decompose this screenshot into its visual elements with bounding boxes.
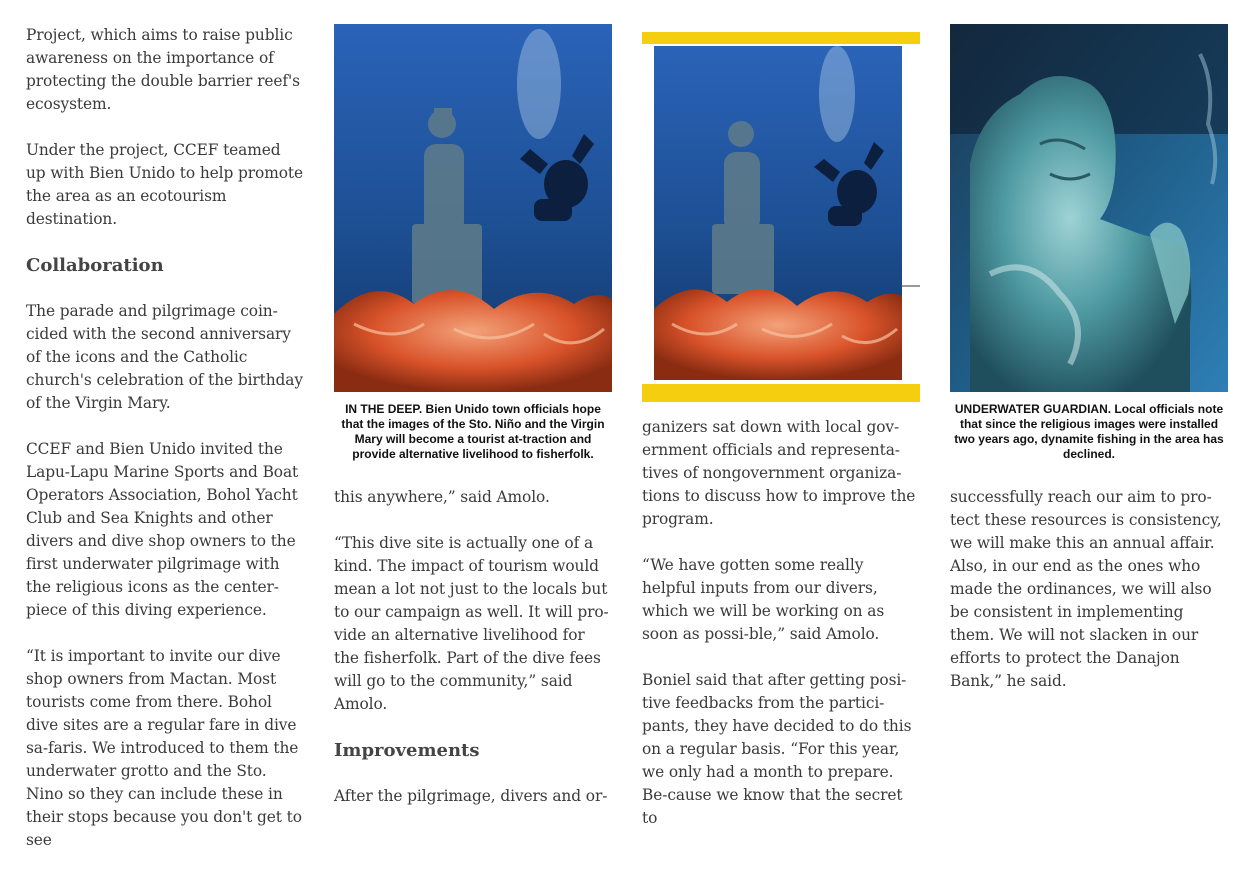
section-heading-improvements: Improvements bbox=[334, 740, 480, 761]
paragraph: Project, which aims to raise public awareness on the importance of protecting the double barrier reef's ecosystem. bbox=[26, 26, 300, 113]
paragraph: this anywhere,” said Amolo. bbox=[334, 488, 550, 506]
paragraph: Under the project, CCEF teamed up with Bien Unido to help promote the area as an ecotourism destination. bbox=[26, 141, 303, 228]
paragraph: Boniel said that after getting posi-tive feedbacks from the partici-pants, they have decided to do this on a regular basis. “For this year, we only had a month to prepare. Be-cause we know that the secret to bbox=[642, 671, 912, 827]
photo-caption: IN THE DEEP. Bien Unido town officials hope that the images of the Sto. Niño and the Virgin Mary will become a tourist at-traction and provide alternative livelihood to fisherfolk. bbox=[341, 402, 605, 461]
framed-underwater-photo bbox=[642, 24, 920, 402]
article-column-3 bbox=[642, 24, 920, 853]
paragraph: ganizers sat down with local gov-ernment officials and representa-tives of nongovernment organiza-tions to discuss how to improve the program. bbox=[642, 418, 916, 528]
paragraph: CCEF and Bien Unido invited the Lapu-Lapu Marine Sports and Boat Operators Association, Bohol Yacht Club and Sea Knights and other divers and dive shop owners to the first underwater pilgrimage with the religious icons as the center-piece of this diving experience. bbox=[26, 440, 299, 619]
article-column-4 bbox=[950, 24, 1228, 716]
section-heading-collaboration: Collaboration bbox=[26, 255, 164, 276]
photo-caption: UNDERWATER GUARDIAN. Local officials note that since the religious images were installed two years ago, dynamite fishing in the area has declined. bbox=[954, 402, 1224, 461]
paragraph: After the pilgrimage, divers and or- bbox=[334, 787, 608, 805]
underwater-guardian-photo bbox=[950, 24, 1228, 392]
article-column-2 bbox=[334, 24, 612, 831]
paragraph: “We have gotten some really helpful inputs from our divers, which we will be working on as soon as possi-ble,” said Amolo. bbox=[642, 556, 885, 643]
paragraph: successfully reach our aim to pro-tect these resources is consistency, we will make this an annual affair. Also, in our end as the ones who made the ordinances, we will also be consistent in implementing them. We will not slacken in our efforts to protect the Danajon Bank,” he said. bbox=[950, 488, 1222, 690]
article-column-1 bbox=[26, 24, 304, 875]
paragraph: “This dive site is actually one of a kind. The impact of tourism would mean a lot not just to the locals but to our campaign as well. It will pro-vide an alternative livelihood for the fisherfolk. Part of the dive fees will go to the community,” said Amolo. bbox=[334, 534, 609, 713]
paragraph: The parade and pilgrimage coin-cided with the second anniversary of the icons and the Catholic church's celebration of the birthday of the Virgin Mary. bbox=[26, 302, 303, 412]
underwater-statue-photo bbox=[334, 24, 612, 392]
paragraph: “It is important to invite our dive shop owners from Mactan. Most tourists come from there. Bohol dive sites are a regular fare in dive sa-faris. We introduced to them the underwater grotto and the Sto. Nino so they can include these in their stops because you don't get to see bbox=[26, 647, 302, 849]
